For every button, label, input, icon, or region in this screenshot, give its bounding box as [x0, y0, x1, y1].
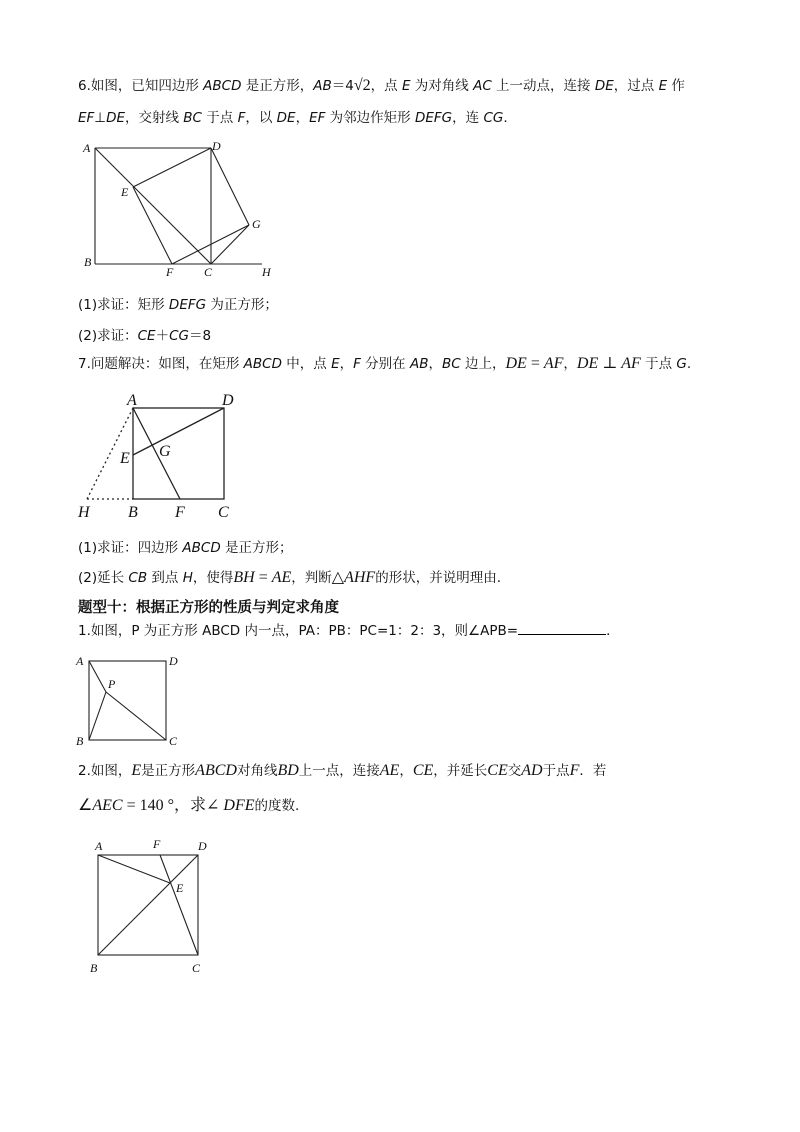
q6-line-1: 6.如图，已知四边形 ABCD 是正方形，AB＝4√2，点 E 为对角线 AC 上一动点，连接 DE，过点 E 作 [78, 77, 685, 94]
q7-line-1: 7.问题解决：如图，在矩形 ABCD 中，点 E，F 分别在 AB，BC 边上，DE = AF，DE ⊥ AF 于点 G. [78, 355, 692, 372]
s2-seg-bd [98, 855, 198, 955]
q6-part-2: (2)求证：CE＋CG＝8 [78, 328, 212, 344]
s2-label-a: A [95, 839, 103, 853]
s1-label-d: D [169, 654, 178, 668]
s1-question: 1.如图，P 为正方形 ABCD 内一点，PA：PB：PC=1：2：3，则∠APB= ． [78, 620, 620, 641]
s1-label-p: P [108, 677, 116, 691]
q7-label-d: D [222, 392, 234, 409]
q7-label-b: B [128, 504, 138, 521]
q6-line-2: EF⊥DE，交射线 BC 于点 F，以 DE，EF 为邻边作矩形 DEFG，连 CG. [78, 110, 508, 126]
s1-label-b: B [76, 734, 84, 748]
q7-label-f: F [175, 504, 185, 521]
s2-seg-cf [160, 855, 198, 955]
q7-label-c: C [218, 504, 229, 521]
q6-label-e: E [121, 185, 129, 199]
q7-part-1: (1)求证：四边形 ABCD 是正方形； [78, 540, 293, 556]
s2-line-2: ∠AEC = 140 °，求∠ DFE的度数. [78, 795, 300, 814]
q6-part-1: (1)求证：矩形 DEFG 为正方形； [78, 297, 278, 313]
q6-label-b: B [84, 255, 92, 269]
q7-label-g: G [159, 443, 171, 460]
s2-label-f: F [153, 837, 161, 851]
s1-label-c: C [169, 734, 178, 748]
q6-label-h: H [262, 265, 271, 279]
q6-label-g: G [252, 217, 261, 231]
q7-label-h: H [78, 504, 90, 521]
s2-label-d: D [198, 839, 207, 853]
s1-label-a: A [76, 654, 84, 668]
s2-label-b: B [90, 961, 98, 975]
s2-label-e: E [176, 881, 184, 895]
section-heading: 题型十：根据正方形的性质与判定求角度 [78, 600, 339, 616]
q6-label-a: A [83, 141, 91, 155]
q7-part-2: (2)延长 CB 到点 H，使得BH = AE，判断△AHF的形状，并说明理由. [78, 567, 501, 586]
q6-label-d: D [212, 139, 221, 153]
s2-seg-ae [98, 855, 170, 883]
q7-label-a: A [127, 392, 137, 409]
q6-label-f: F [166, 265, 174, 279]
q6-label-c: C [204, 265, 213, 279]
q7-label-e: E [120, 450, 130, 467]
s2-line-1: 2.如图，E是正方形ABCD对角线BD上一点，连接AE，CE，并延长CE交AD于点F．若 [78, 762, 607, 779]
s2-label-c: C [192, 961, 201, 975]
